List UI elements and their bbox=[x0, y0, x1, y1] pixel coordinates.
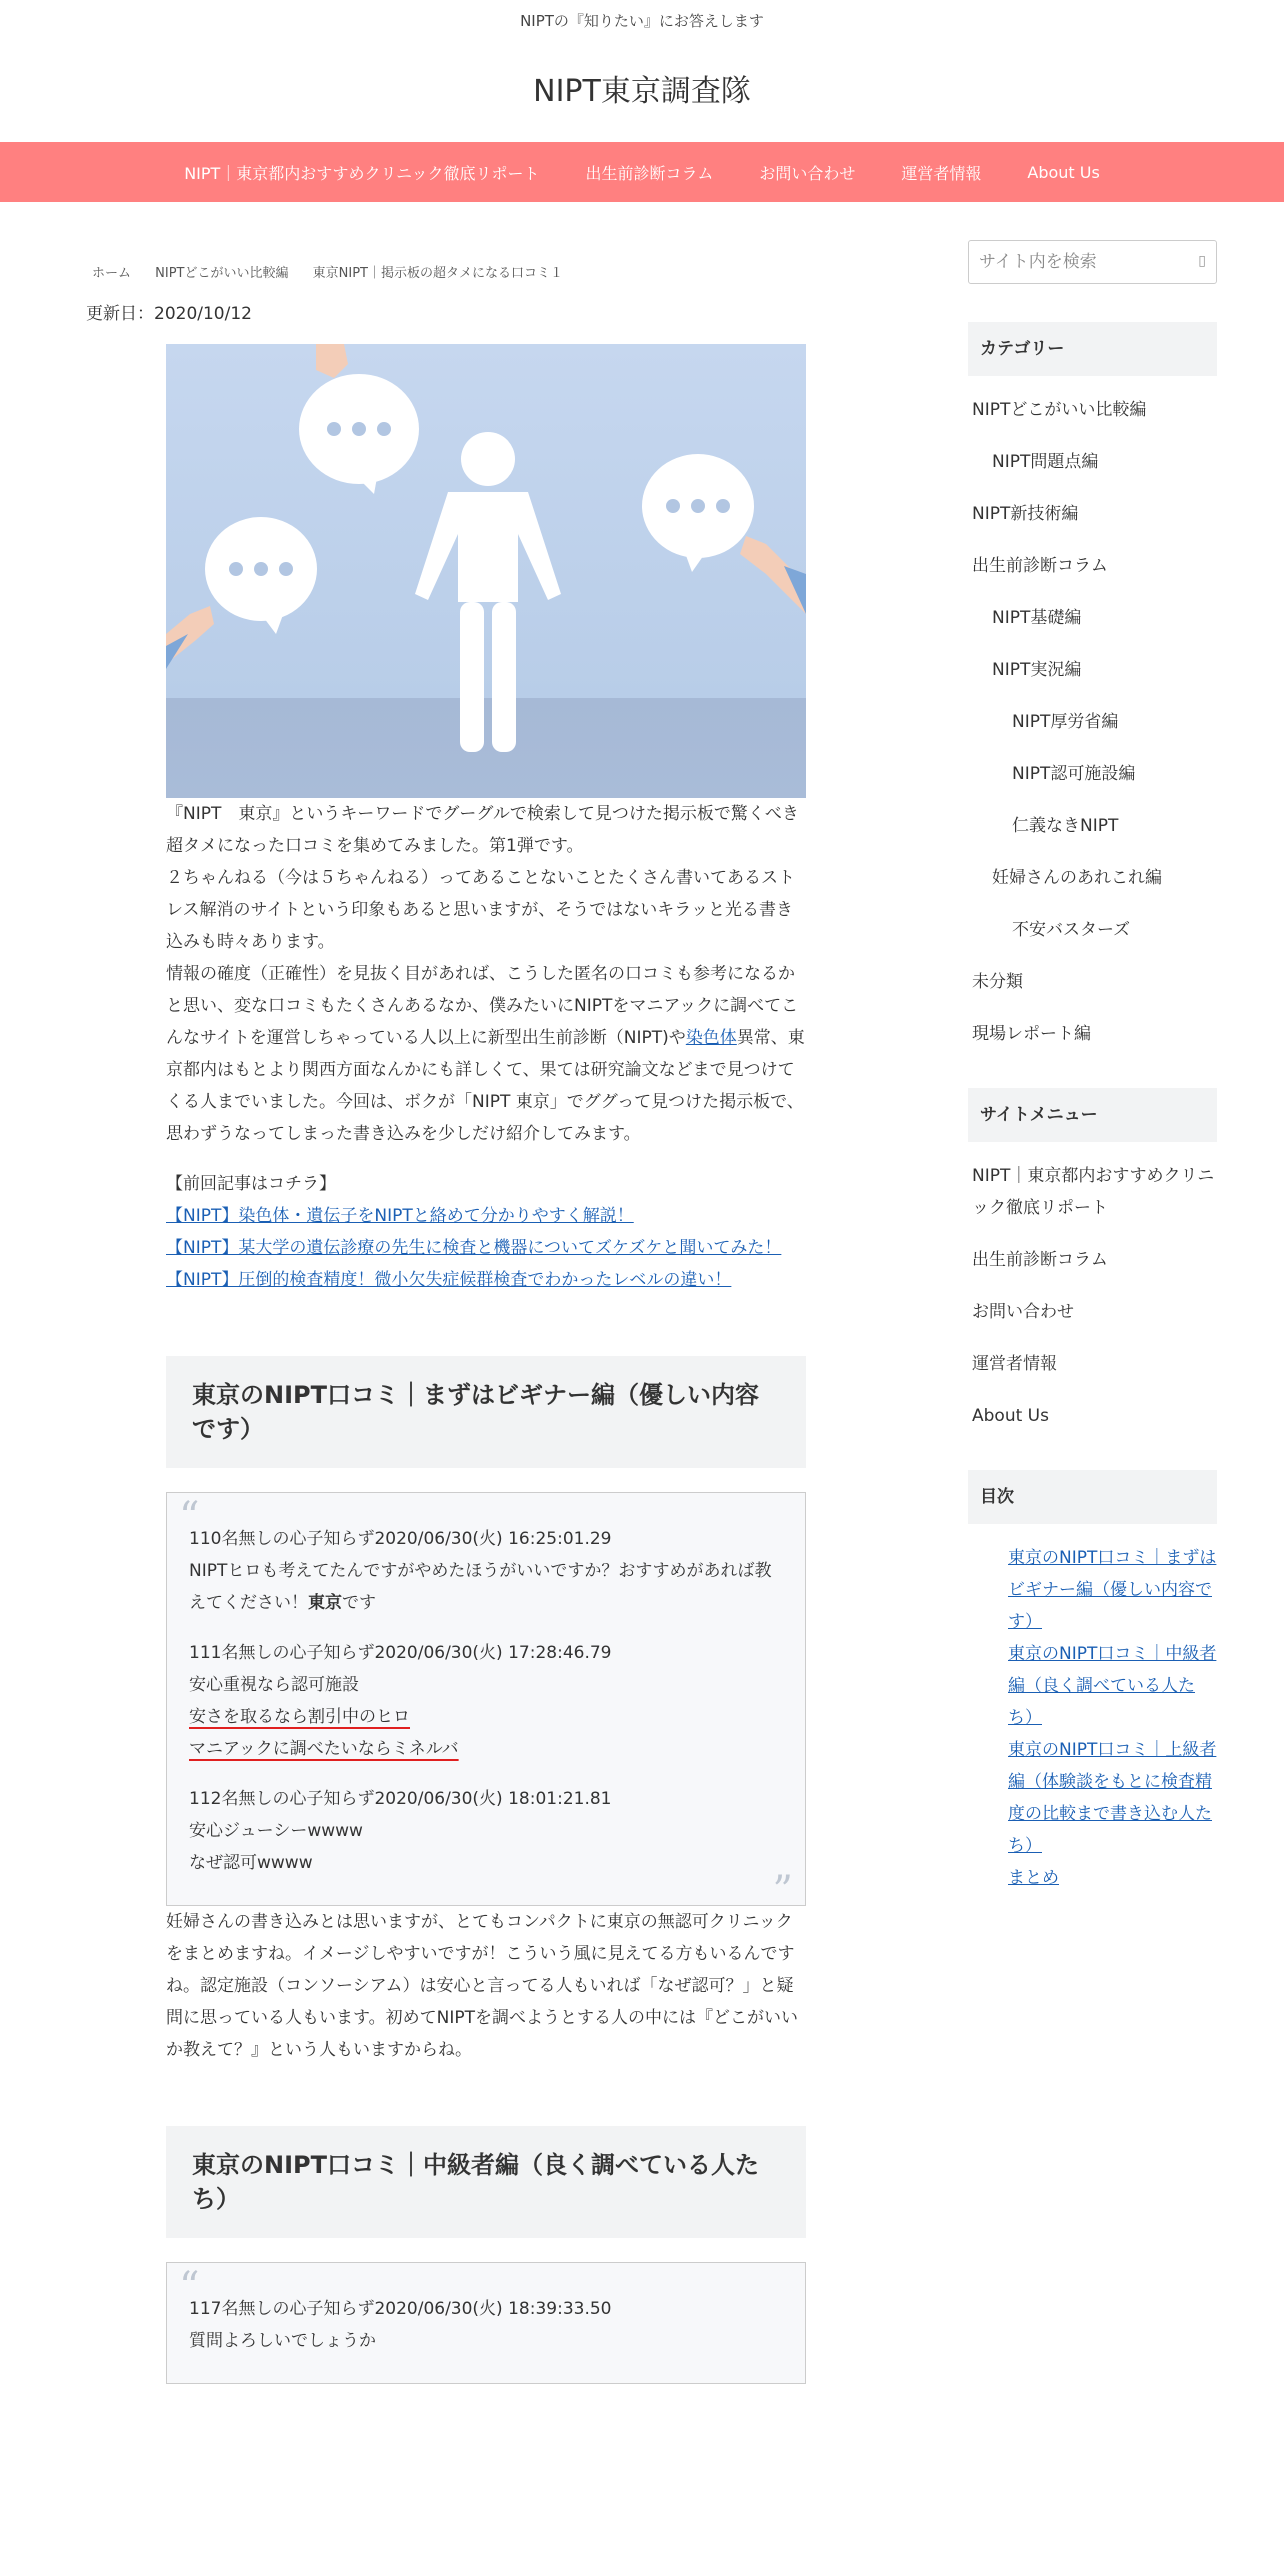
toc-heading: 目次 bbox=[968, 1470, 1217, 1524]
category-item[interactable]: NIPT認可施設編 bbox=[1012, 764, 1136, 784]
updated-date: 更新日：2020/10/12 bbox=[86, 304, 252, 324]
category-item[interactable]: NIPT実況編 bbox=[992, 660, 1082, 680]
underlined-text: マニアックに調べたいならミネルバ bbox=[189, 1739, 459, 1759]
toc-link[interactable]: 東京のNIPT口コミ｜まずはビギナー編（優しい内容です） bbox=[1008, 1548, 1217, 1632]
category-item[interactable]: NIPT問題点編 bbox=[992, 452, 1099, 472]
category-item[interactable]: 出生前診断コラム bbox=[972, 556, 1108, 576]
nav-item-about[interactable]: About Us bbox=[1027, 162, 1100, 182]
previous-article-link[interactable]: 【NIPT】染色体・遺伝子をNIPTと絡めて分かりやすく解説！ bbox=[166, 1206, 634, 1226]
quote-open-icon: “ bbox=[179, 1494, 200, 1540]
toc-link[interactable]: 東京のNIPT口コミ｜中級者編（良く調べている人たち） bbox=[1008, 1644, 1217, 1728]
category-heading: カテゴリー bbox=[968, 322, 1217, 376]
site-menu-list bbox=[968, 1160, 1217, 1432]
chromosome-link[interactable]: 染色体 bbox=[685, 1028, 737, 1048]
search-input[interactable] bbox=[969, 241, 1181, 283]
underlined-text: 安さを取るなら割引中のヒロ bbox=[189, 1707, 410, 1727]
global-nav bbox=[0, 142, 1284, 202]
quote-block bbox=[166, 1492, 806, 1914]
article-body bbox=[166, 798, 806, 2384]
forum-post: 111名無しの心子知らず2020/06/30(火) 17:28:46.79 安心重視なら認可施設 安さを取るなら割引中のヒロ マニアックに調べたいならミネルバ bbox=[189, 1643, 612, 1759]
previous-article-link[interactable]: 【NIPT】某大学の遺伝診療の先生に検査と機器についてズケズケと聞いてみた！ bbox=[166, 1238, 782, 1258]
breadcrumb-home[interactable]: ホーム bbox=[92, 266, 132, 281]
search-box bbox=[968, 240, 1217, 284]
nav-item-clinic-report[interactable]: NIPT｜東京都内おすすめクリニック徹底リポート bbox=[184, 163, 540, 183]
category-item[interactable]: 不安バスターズ bbox=[1012, 920, 1131, 940]
breadcrumb-category[interactable]: NIPTどこがいい比較編 bbox=[155, 266, 289, 281]
site-menu-item[interactable]: NIPT｜東京都内おすすめクリニック徹底リポート bbox=[972, 1166, 1215, 1218]
site-menu-item[interactable]: お問い合わせ bbox=[972, 1302, 1074, 1322]
category-item[interactable]: NIPT新技術編 bbox=[972, 504, 1079, 524]
category-item[interactable]: NIPT基礎編 bbox=[992, 608, 1082, 628]
article-lead: 『NIPT 東京』というキーワードでグーグルで検索して見つけた掲示板で驚くべき超タメになった口コミを集めてみました。第1弾です。 bbox=[166, 804, 799, 856]
nav-item-contact[interactable]: お問い合わせ bbox=[759, 163, 856, 183]
site-menu-item[interactable]: About Us bbox=[972, 1406, 1049, 1426]
forum-post: 117名無しの心子知らず2020/06/30(火) 18:39:33.50 質問よろしいでしょうか bbox=[189, 2299, 612, 2351]
breadcrumb-current[interactable]: 東京NIPT｜掲示板の超タメになる口コミ１ bbox=[312, 266, 563, 281]
article-paragraph: 妊婦さんの書き込みとは思いますが、とてもコンパクトに東京の無認可クリニックをまとめますね。イメージしやすいですが！こういう風に見えてる方もいるんですね。認定施設（コンソーシアム）は安心と言ってる人もいれば「なぜ認可？」と疑問に思っている人もいます。初めてNIPTを調べようとする人の中には『どこがいいか教えて？』という人もいますからね。 bbox=[166, 1912, 799, 2060]
breadcrumb bbox=[86, 262, 806, 281]
eyecatch-image bbox=[166, 344, 806, 798]
site-menu-heading: サイトメニュー bbox=[968, 1088, 1217, 1142]
main-content bbox=[86, 202, 806, 2384]
section-heading-intermediate: 東京のNIPT口コミ｜中級者編（良く調べている人たち） bbox=[166, 2126, 806, 2238]
site-title[interactable]: NIPT東京調査隊 bbox=[533, 74, 751, 109]
article-paragraph: ２ちゃんねる（今は５ちゃんねる）ってあることないことたくさん書いてあるストレス解消のサイトという印象もあると思いますが、そうではないキラッと光る書き込みも時々あります。 bbox=[166, 868, 795, 952]
previous-articles-title: 【前回記事はコチラ】 bbox=[166, 1174, 336, 1194]
forum-post: 110名無しの心子知らず2020/06/30(火) 16:25:01.29 NIPTヒロも考えてたんですがやめたほうがいいですか？おすすめがあれば教えてください！東京です bbox=[189, 1529, 772, 1613]
category-item[interactable]: 未分類 bbox=[972, 972, 1023, 992]
site-menu-item[interactable]: 出生前診断コラム bbox=[972, 1250, 1108, 1270]
category-list bbox=[968, 394, 1217, 1050]
person-speech-bubbles-illustration bbox=[166, 344, 806, 798]
category-item[interactable]: 仁義なきNIPT bbox=[1012, 816, 1119, 836]
category-item[interactable]: 現場レポート編 bbox=[972, 1024, 1091, 1044]
quote-close-icon: ” bbox=[772, 1868, 793, 1914]
site-tagline: NIPTの『知りたい』にお答えします bbox=[520, 12, 764, 30]
header bbox=[0, 0, 1284, 140]
sidebar bbox=[968, 202, 1217, 1894]
quote-block bbox=[166, 2262, 806, 2384]
table-of-contents bbox=[968, 1542, 1217, 1894]
category-item[interactable]: 妊婦さんのあれこれ編 bbox=[992, 868, 1162, 888]
site-menu-item[interactable]: 運営者情報 bbox=[972, 1354, 1057, 1374]
nav-item-operator[interactable]: 運営者情報 bbox=[901, 163, 982, 183]
nav-item-column[interactable]: 出生前診断コラム bbox=[585, 163, 714, 183]
forum-post: 112名無しの心子知らず2020/06/30(火) 18:01:21.81 安心ジューシーwwww なぜ認可wwww bbox=[189, 1789, 612, 1873]
toc-link[interactable]: まとめ bbox=[1008, 1868, 1059, 1888]
toc-link[interactable]: 東京のNIPT口コミ｜上級者編（体験談をもとに検査精度の比較まで書き込む人たち） bbox=[1008, 1740, 1217, 1856]
section-heading-beginner: 東京のNIPT口コミ｜まずはビギナー編（優しい内容です） bbox=[166, 1356, 806, 1468]
quote-open-icon: “ bbox=[179, 2264, 200, 2310]
category-item[interactable]: NIPT厚労省編 bbox=[1012, 712, 1119, 732]
category-item[interactable]: NIPTどこがいい比較編 bbox=[972, 400, 1147, 420]
article-paragraph: 情報の確度（正確性）を見抜く目があれば、こうした匿名の口コミも参考になるかと思い、変な口コミもたくさんあるなか、僕みたいにNIPTをマニアックに調べてこんなサイトを運営しちゃっている人以上に新型出生前診断（NIPT)や染色体異常、東京都内はもとより関西方面なんかにも詳しくて、果ては研究論文などまで見つけてくる人までいました。今回は、ボクが「NIPT 東京」でググって見つけた掲示板で、思わずうなってしまった書き込みを少しだけ紹介してみます。 bbox=[166, 964, 805, 1144]
previous-articles bbox=[166, 1168, 806, 1296]
search-icon[interactable]: ▯ bbox=[1198, 253, 1206, 269]
previous-article-link[interactable]: 【NIPT】圧倒的検査精度！微小欠失症候群検査でわかったレベルの違い！ bbox=[166, 1270, 732, 1290]
